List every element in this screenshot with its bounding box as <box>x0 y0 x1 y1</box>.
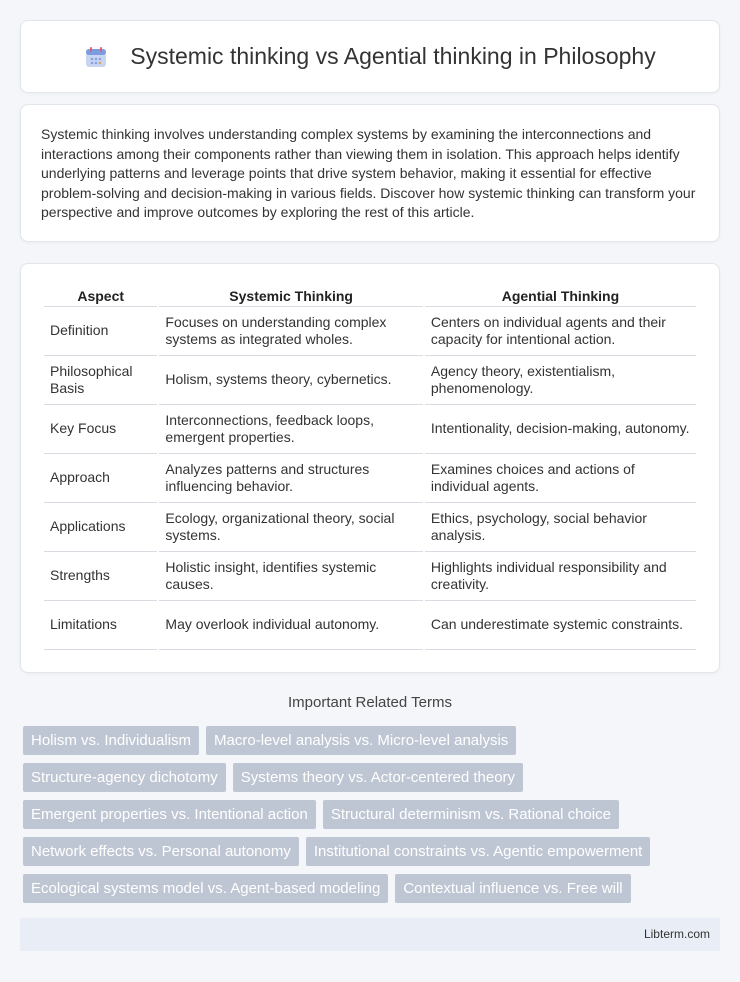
related-term-tag[interactable]: Macro-level analysis vs. Micro-level analysis <box>206 726 516 755</box>
table-cell: Philosophical Basis <box>44 356 157 405</box>
related-term-tag[interactable]: Structural determinism vs. Rational choice <box>323 800 619 829</box>
comparison-table <box>42 284 698 650</box>
related-term-tag[interactable]: Network effects vs. Personal autonomy <box>23 837 299 866</box>
comparison-table-card <box>20 263 720 673</box>
table-cell: Definition <box>44 307 157 356</box>
table-cell: Can underestimate systemic constraints. <box>425 601 696 650</box>
table-cell: Limitations <box>44 601 157 650</box>
column-header: Aspect <box>44 284 157 307</box>
table-row <box>44 601 696 650</box>
table-cell: Examines choices and actions of individual agents. <box>425 454 696 503</box>
page-title: Systemic thinking vs Agential thinking in Philosophy <box>130 43 656 69</box>
table-row <box>44 503 696 552</box>
table-cell: May overlook individual autonomy. <box>159 601 422 650</box>
related-term-tag[interactable]: Structure-agency dichotomy <box>23 763 226 792</box>
intro-card <box>20 104 720 242</box>
related-terms-list <box>23 726 723 903</box>
related-term-tag[interactable]: Systems theory vs. Actor-centered theory <box>233 763 523 792</box>
calendar-icon <box>84 45 108 69</box>
table-row <box>44 454 696 503</box>
table-cell: Approach <box>44 454 157 503</box>
table-cell: Centers on individual agents and their capacity for intentional action. <box>425 307 696 356</box>
table-cell: Ethics, psychology, social behavior analysis. <box>425 503 696 552</box>
table-cell: Strengths <box>44 552 157 601</box>
intro-text: Systemic thinking involves understanding complex systems by examining the interconnections and interactions among their components rather than viewing them in isolation. This approach helps identify underlying patterns and leverage points that drive system behavior, making it essential for effective problem-solving and decision-making in various fields. Discover how systemic thinking can transform your perspective and improve outcomes by exploring the rest of this article. <box>41 126 696 220</box>
footer <box>20 918 720 951</box>
related-term-tag[interactable]: Holism vs. Individualism <box>23 726 199 755</box>
related-term-tag[interactable]: Ecological systems model vs. Agent-based modeling <box>23 874 388 903</box>
table-row <box>44 356 696 405</box>
table-cell: Agency theory, existentialism, phenomenology. <box>425 356 696 405</box>
table-cell: Focuses on understanding complex systems as integrated wholes. <box>159 307 422 356</box>
table-cell: Holism, systems theory, cybernetics. <box>159 356 422 405</box>
table-cell: Interconnections, feedback loops, emergent properties. <box>159 405 422 454</box>
table-row <box>44 552 696 601</box>
table-cell: Key Focus <box>44 405 157 454</box>
table-cell: Intentionality, decision-making, autonomy. <box>425 405 696 454</box>
table-cell: Applications <box>44 503 157 552</box>
table-cell: Highlights individual responsibility and creativity. <box>425 552 696 601</box>
table-row <box>44 307 696 356</box>
table-header-row <box>44 284 696 307</box>
column-header: Agential Thinking <box>425 284 696 307</box>
table-row <box>44 405 696 454</box>
related-term-tag[interactable]: Contextual influence vs. Free will <box>395 874 630 903</box>
table-cell: Analyzes patterns and structures influencing behavior. <box>159 454 422 503</box>
table-cell: Ecology, organizational theory, social systems. <box>159 503 422 552</box>
footer-site-link[interactable]: Libterm.com <box>643 927 710 941</box>
related-terms-title: Important Related Terms <box>288 694 452 711</box>
column-header: Systemic Thinking <box>159 284 422 307</box>
table-cell: Holistic insight, identifies systemic causes. <box>159 552 422 601</box>
related-term-tag[interactable]: Institutional constraints vs. Agentic empowerment <box>306 837 651 866</box>
related-term-tag[interactable]: Emergent properties vs. Intentional action <box>23 800 316 829</box>
header-card <box>20 20 720 93</box>
